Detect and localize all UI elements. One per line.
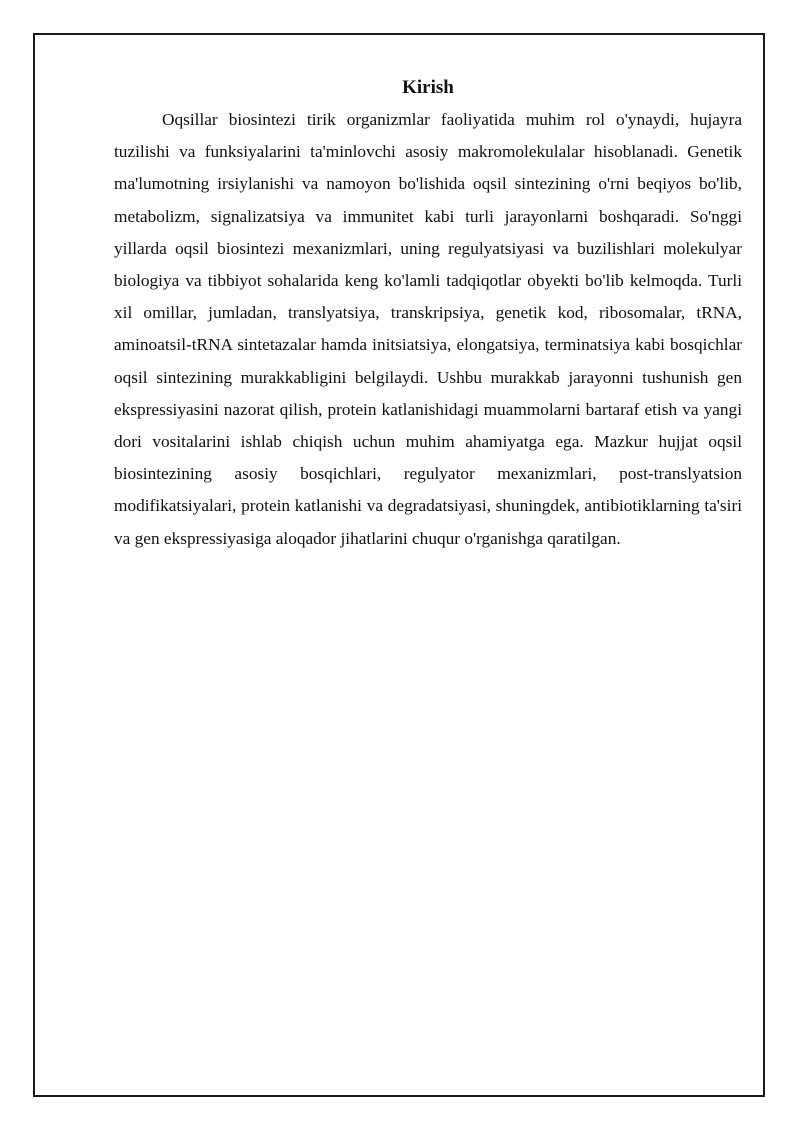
intro-paragraph: Oqsillar biosintezi tirik organizmlar faoliyatida muhim rol o'ynaydi, hujayra tuzilishi va funksiyalarini ta'minlovchi asosiy makromolekulalar hisoblanadi. Genetik ma'lumotning irsiylanishi va namoyon bo'lishida oqsil sintezining o'rni beqiyos bo'lib, metabolizm, signalizatsiya va immunitet kabi turli jarayonlarni boshqaradi. So'nggi yillarda oqsil biosintezi mexanizmlari, uning regulyatsiyasi va buzilishlari molekulyar biologiya va tibbiyot sohalarida keng ko'lamli tadqiqotlar obyekti bo'lib kelmoqda. Turli xil omillar, jumladan, translyatsiya, transkripsiya, genetik kod, ribosomalar, tRNA, aminoatsil-tRNA sintetazalar hamda initsiatsiya, elongatsiya, terminatsiya kabi bosqichlar oqsil sintezining murakkabligini belgilaydi. Ushbu murakkab jarayonni tushunish gen ekspressiyasini nazorat qilish, protein katlanishidagi muammolarni bartaraf etish va yangi dori vositalarini ishlab chiqish uchun muhim ahamiyatga ega. Mazkur hujjat oqsil biosintezining asosiy bosqichlari, regulyator mexanizmlari, post-translyatsion modifikatsiyalari, protein katlanishi va degradatsiyasi, shuningdek, antibiotiklarning ta'siri va gen ekspressiyasiga aloqador jihatlarini chuqur o'rganishga qaratilgan. (114, 110, 742, 548)
section-title: Kirish (402, 77, 454, 98)
document-body (114, 76, 742, 555)
